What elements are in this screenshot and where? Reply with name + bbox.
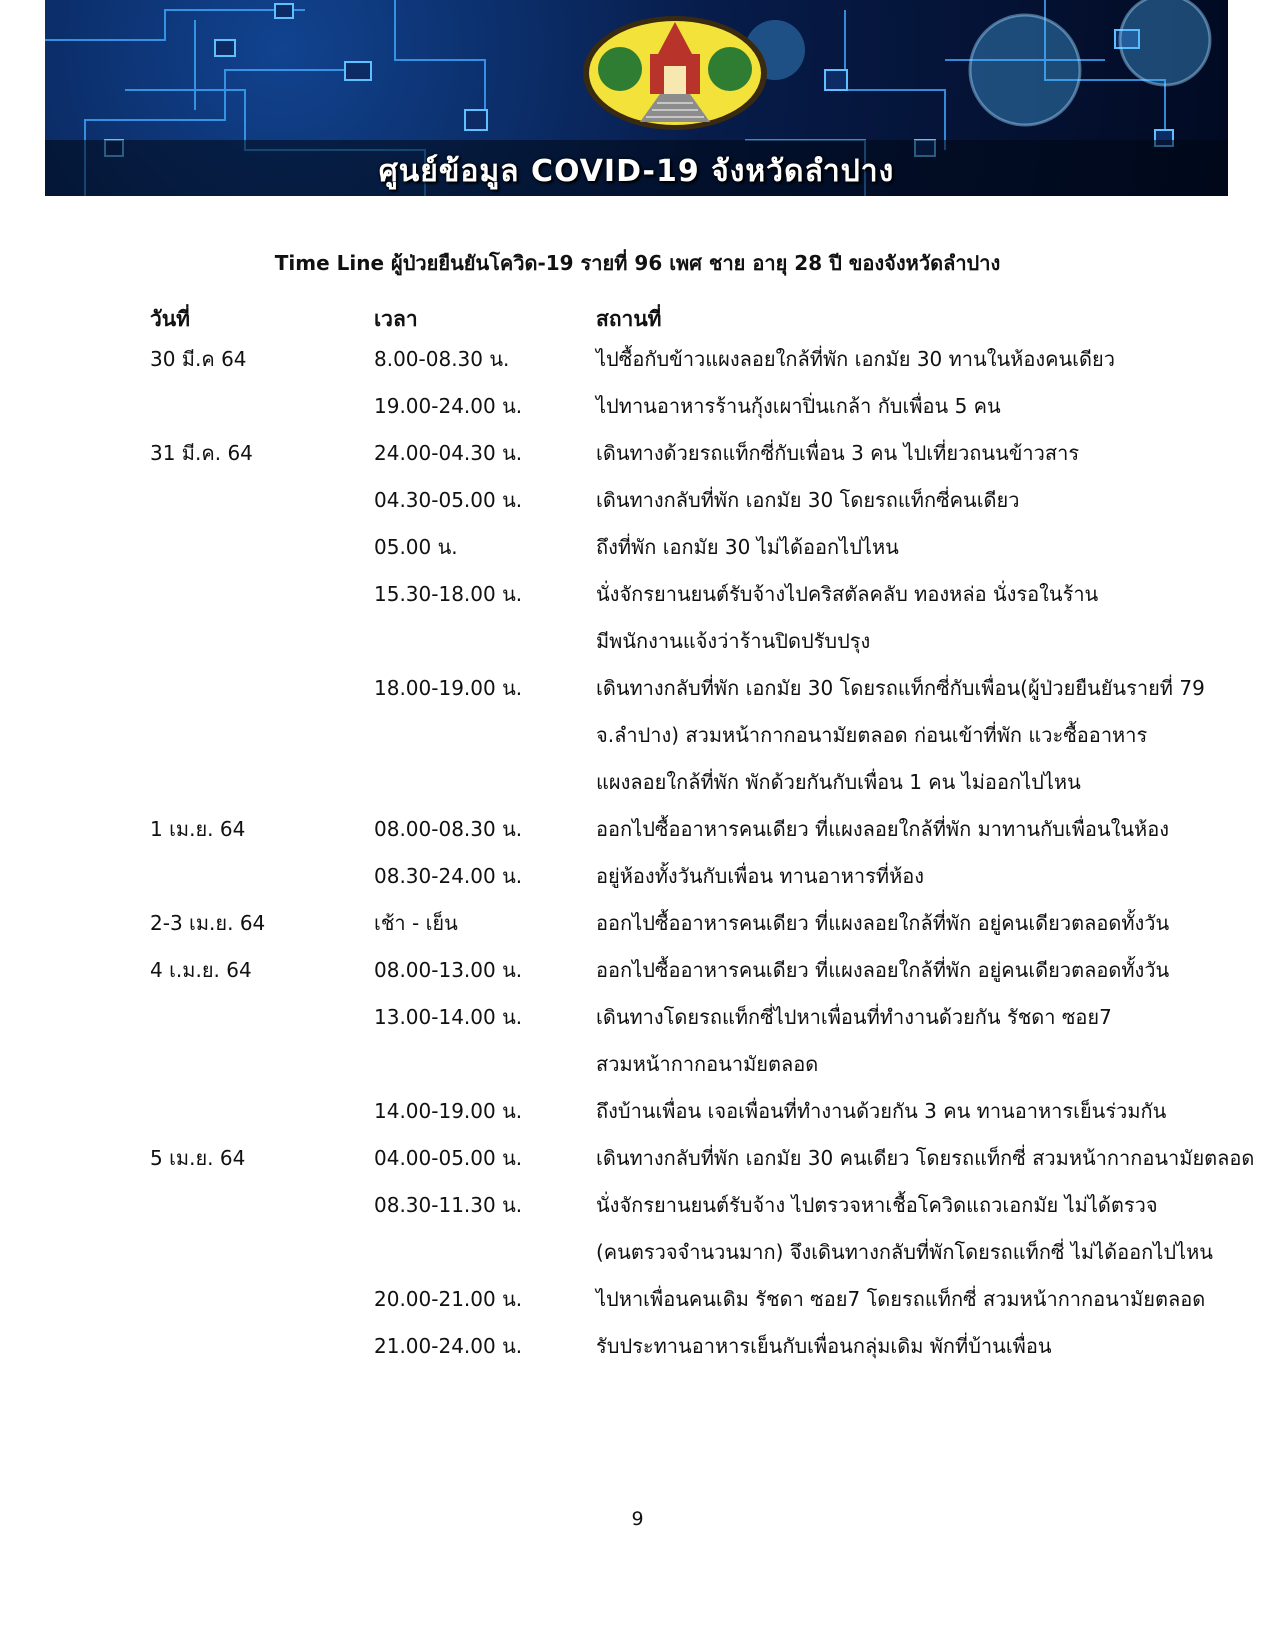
- row-place: ไปทานอาหารร้านกุ้งเผาปิ่นเกล้า กับเพื่อน 5 คน: [596, 394, 1001, 418]
- row-time: 24.00-04.30 น.: [374, 441, 523, 465]
- row-place: ออกไปซื้ออาหารคนเดียว ที่แผงลอยใกล้ที่พัก อยู่คนเดียวตลอดทั้งวัน: [596, 958, 1170, 982]
- column-header-time: เวลา: [374, 307, 418, 331]
- column-header-place: สถานที่: [596, 307, 662, 331]
- timeline-row: [0, 1135, 1275, 1182]
- row-date: 5 เม.ย. 64: [150, 1146, 246, 1170]
- row-place: เดินทางโดยรถแท็กซี่ไปหาเพื่อนที่ทำงานด้วยกัน รัชดา ซอย7: [596, 1005, 1112, 1029]
- row-place: (คนตรวจจำนวนมาก) จึงเดินทางกลับที่พักโดยรถแท็กซี่ ไม่ได้ออกไปไหน: [596, 1240, 1213, 1264]
- row-time: 15.30-18.00 น.: [374, 582, 523, 606]
- row-place: นั่งจักรยานยนต์รับจ้าง ไปตรวจหาเชื้อโควิดแถวเอกมัย ไม่ได้ตรวจ: [596, 1193, 1158, 1217]
- row-place: มีพนักงานแจ้งว่าร้านปิดปรับปรุง: [596, 629, 871, 653]
- timeline-row: [0, 1323, 1275, 1370]
- row-place: เดินทางกลับที่พัก เอกมัย 30 คนเดียว โดยรถแท็กซี่ สวมหน้ากากอนามัยตลอด: [596, 1146, 1255, 1170]
- timeline-row: [0, 430, 1275, 477]
- column-header-date: วันที่: [150, 307, 190, 331]
- timeline-row: [0, 1229, 1275, 1276]
- row-time: 05.00 น.: [374, 535, 458, 559]
- row-time: เช้า - เย็น: [374, 911, 458, 935]
- timeline-row: [0, 1276, 1275, 1323]
- row-time: 08.00-13.00 น.: [374, 958, 523, 982]
- row-date: 2-3 เม.ย. 64: [150, 911, 266, 935]
- banner-title: ศูนย์ข้อมูล COVID-19 จังหวัดลำปาง: [378, 154, 895, 189]
- row-time: 19.00-24.00 น.: [374, 394, 523, 418]
- timeline-row: [0, 524, 1275, 571]
- row-time: 08.30-24.00 น.: [374, 864, 523, 888]
- row-time: 18.00-19.00 น.: [374, 676, 523, 700]
- timeline-row: [0, 712, 1275, 759]
- page-number: 9: [631, 1508, 644, 1530]
- row-date: 1 เม.ย. 64: [150, 817, 246, 841]
- row-time: 20.00-21.00 น.: [374, 1287, 523, 1311]
- timeline-row: [0, 900, 1275, 947]
- timeline-row: [0, 994, 1275, 1041]
- timeline-row: [0, 336, 1275, 383]
- row-place: เดินทางกลับที่พัก เอกมัย 30 โดยรถแท็กซี่คนเดียว: [596, 488, 1020, 512]
- row-place: ออกไปซื้ออาหารคนเดียว ที่แผงลอยใกล้ที่พัก มาทานกับเพื่อนในห้อง: [596, 817, 1169, 841]
- row-place: แผงลอยใกล้ที่พัก พักด้วยกันกับเพื่อน 1 คน ไม่ออกไปไหน: [596, 770, 1081, 794]
- row-place: ออกไปซื้ออาหารคนเดียว ที่แผงลอยใกล้ที่พัก อยู่คนเดียวตลอดทั้งวัน: [596, 911, 1170, 935]
- lampang-province-seal: [580, 14, 770, 132]
- row-time: 13.00-14.00 น.: [374, 1005, 523, 1029]
- document-title: Time Line ผู้ป่วยยืนยันโควิด-19 รายที่ 96 เพศ ชาย อายุ 28 ปี ของจังหวัดลำปาง: [274, 251, 1001, 275]
- row-place: สวมหน้ากากอนามัยตลอด: [596, 1052, 819, 1076]
- row-place: เดินทางกลับที่พัก เอกมัย 30 โดยรถแท็กซี่กับเพื่อน(ผู้ป่วยยืนยันรายที่ 79: [596, 676, 1205, 700]
- timeline-row: [0, 383, 1275, 430]
- row-date: 31 มี.ค. 64: [150, 441, 253, 465]
- row-date: 30 มี.ค 64: [150, 347, 247, 371]
- header-banner: [45, 0, 1228, 196]
- row-time: 08.30-11.30 น.: [374, 1193, 523, 1217]
- timeline-row: [0, 1182, 1275, 1229]
- row-place: เดินทางด้วยรถแท็กซี่กับเพื่อน 3 คน ไปเที่ยวถนนข้าวสาร: [596, 441, 1080, 465]
- row-time: 8.00-08.30 น.: [374, 347, 510, 371]
- row-date: 4 เ.ม.ย. 64: [150, 958, 252, 982]
- row-place: อยู่ห้องทั้งวันกับเพื่อน ทานอาหารที่ห้อง: [596, 864, 925, 888]
- timeline-table: [0, 336, 1275, 1370]
- row-time: 04.00-05.00 น.: [374, 1146, 523, 1170]
- timeline-row: [0, 806, 1275, 853]
- row-time: 21.00-24.00 น.: [374, 1334, 523, 1358]
- row-place: รับประทานอาหารเย็นกับเพื่อนกลุ่มเดิม พักที่บ้านเพื่อน: [596, 1334, 1052, 1358]
- row-place: จ.ลำปาง) สวมหน้ากากอนามัยตลอด ก่อนเข้าที่พัก แวะซื้ออาหาร: [596, 723, 1148, 747]
- timeline-row: [0, 1088, 1275, 1135]
- row-place: ถึงที่พัก เอกมัย 30 ไม่ได้ออกไปไหน: [596, 535, 899, 559]
- timeline-row: [0, 477, 1275, 524]
- row-place: ถึงบ้านเพื่อน เจอเพื่อนที่ทำงานด้วยกัน 3 คน ทานอาหารเย็นร่วมกัน: [596, 1099, 1167, 1123]
- timeline-row: [0, 1041, 1275, 1088]
- row-place: ไปซื้อกับข้าวแผงลอยใกล้ที่พัก เอกมัย 30 ทานในห้องคนเดียว: [596, 347, 1115, 371]
- timeline-row: [0, 853, 1275, 900]
- row-place: ไปหาเพื่อนคนเดิม รัชดา ซอย7 โดยรถแท็กซี่ สวมหน้ากากอนามัยตลอด: [596, 1287, 1206, 1311]
- timeline-row: [0, 759, 1275, 806]
- row-time: 04.30-05.00 น.: [374, 488, 523, 512]
- timeline-row: [0, 947, 1275, 994]
- row-time: 08.00-08.30 น.: [374, 817, 523, 841]
- timeline-row: [0, 665, 1275, 712]
- row-place: นั่งจักรยานยนต์รับจ้างไปคริสตัลคลับ ทองหล่อ นั่งรอในร้าน: [596, 582, 1099, 606]
- row-time: 14.00-19.00 น.: [374, 1099, 523, 1123]
- timeline-row: [0, 571, 1275, 618]
- timeline-row: [0, 618, 1275, 665]
